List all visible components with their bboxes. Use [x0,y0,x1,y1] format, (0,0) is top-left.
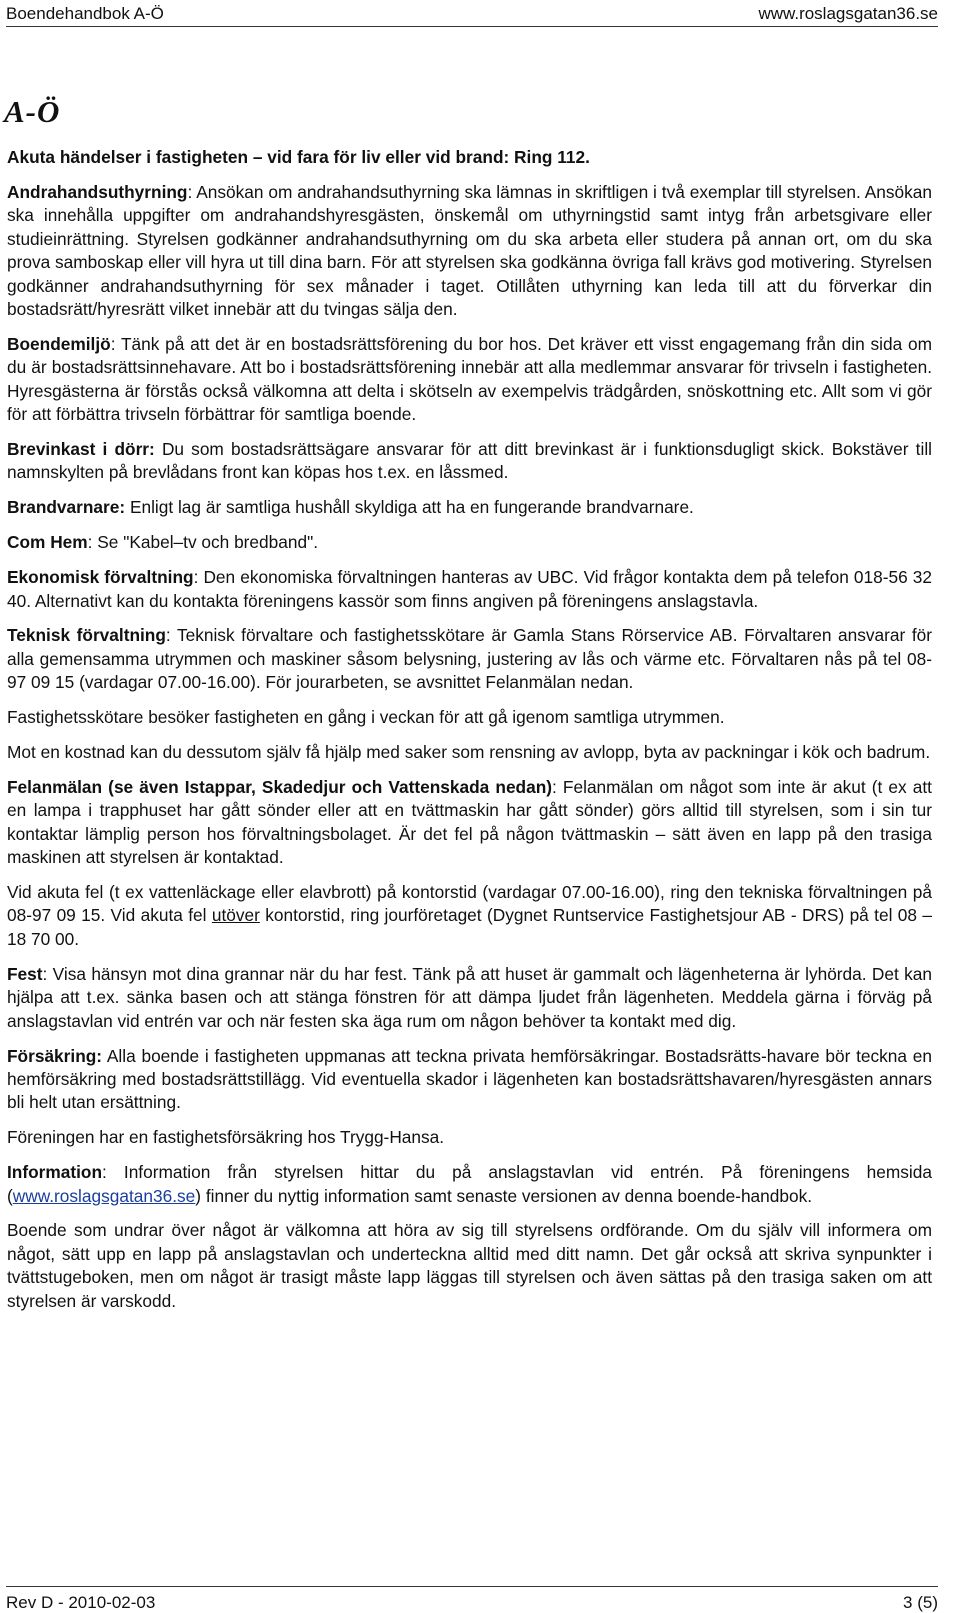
paragraph-kostnad: Mot en kostnad kan du dessutom själv få hjälp med saker som rensning av avlopp, byta av packningar i kök och badrum. [7,742,931,763]
text-brevinkast: Du som bostadsrättsägare ansvarar för att ditt brevinkast är i funktionsdugligt skick. Bokstäver till namnskylten på brevlådans front kan köpas hos t.ex. en låssmed. [7,438,932,483]
page-footer [6,1586,938,1610]
paragraph-teknisk-forvaltning [7,624,932,694]
term-ekonomisk-forvaltning: Ekonomisk förvaltning [7,567,194,588]
paragraph-andrahandsuthyrning [7,181,932,321]
paragraph-comhem [7,531,932,554]
document-body [7,146,932,1325]
akut-heading: Akuta händelser i fastigheten – vid fara för liv eller vid brand: Ring 112. [7,147,590,167]
paragraph-brevinkast [7,438,932,485]
term-andrahandsuthyrning: Andrahandsuthyrning [7,181,188,202]
paragraph-ekonomisk-forvaltning [7,566,932,613]
text-information-a: : Information från styrelsen hittar du på anslagstavlan vid entrén. På föreningens hemsida ( [7,1162,932,1206]
underlined-utover: utöver [211,905,260,926]
footer-revision: Rev D - 2010-02-03 [6,1593,156,1612]
term-brandvarnare: Brandvarnare: [7,497,126,518]
text-felanmalan: : Felanmälan om något som inte är akut (t ex att en lampa i trapphuset har gått sönder eller att en tvättmaskin har gått sönder) görs alltid till styrelsen, som i sin tur kontaktar lämplig person hos förvaltningsbolaget. Är det fel på någon tvättmaskin – sätt även en lapp på den trasiga maskinen att styrelsen är kontaktad. [7,776,932,868]
paragraph-information [7,1161,932,1208]
text-akuta-fel-a: Vid akuta fel (t ex vattenläckage eller elavbrott) på kontorstid (vardagar 07.00-16.00), ring den tekniska förvaltningen på 08-97 09 15. Vid akuta fel [7,882,932,926]
text-comhem: : Se "Kabel–tv och bredband". [87,532,319,553]
text-ekonomisk-forvaltning: : Den ekonomiska förvaltningen hanteras av UBC. Vid frågor kontakta dem på telefon 018-56 32 40. Alternativt kan du kontakta föreningens kassör som finns angiven på föreningens anslagstavla. [7,567,932,611]
text-brandvarnare: Enligt lag är samtliga hushåll skyldiga att ha en fungerande brandvarnare. [125,497,694,518]
footer-page-number: 3 (5) [903,1593,938,1612]
paragraph-akut [7,146,932,169]
term-brevinkast: Brevinkast i dörr: [7,438,155,459]
paragraph-fest [7,963,932,1033]
paragraph-akuta-fel [7,881,932,951]
text-information-b: ) finner du nyttig information samt senaste versionen av denna boende-handbok. [195,1185,813,1206]
header-document-title: Boendehandbok A-Ö [6,4,164,23]
term-boendemiljo: Boendemiljö [7,333,111,354]
text-boendemiljo: : Tänk på att det är en bostadsrättsförening du bor hos. Det kräver ett visst engagemang från din sida om du är bostadsrättsinnehavare. Att bo i bostadsrättsförening innebär att alla medlemmar ansvarar för trivseln i fastigheten. Hyresgästerna är förstås också välkomna att delta i skötseln av exempelvis trädgården, snöskottning etc. Allt som vi gör för att förbättra trivseln förbättrar för samtliga boende. [7,333,932,425]
term-fest: Fest [7,963,43,984]
term-comhem: Com Hem [7,532,88,553]
term-information: Information [7,1162,103,1183]
term-forsakring: Försäkring: [7,1045,103,1066]
term-felanmalan: Felanmälan (se även Istappar, Skadedjur och Vattenskada nedan) [7,776,553,797]
paragraph-forsakring [7,1045,932,1115]
text-forsakring: Alla boende i fastigheten uppmanas att teckna privata hemförsäkringar. Bostadsrätts-havare bör teckna en hemförsäkring med bostadsrättstillägg. Vid eventuella skador i lägenheten kan bostadsrättshavaren/hyresgästen annars bli helt utan ersättning. [7,1045,932,1113]
text-teknisk-forvaltning: : Teknisk förvaltare och fastighetsskötare är Gamla Stans Rörservice AB. Förvaltaren ansvarar för alla gemensamma utrymmen och maskiner såsom belysning, justering av lås och värme etc. Förvaltaren nås på tel 08-97 09 15 (vardagar 07.00-16.00). För jourarbeten, se avsnittet Felanmälan nedan. [7,625,932,693]
paragraph-fastighetsskotare: Fastighetsskötare besöker fastigheten en gång i veckan för att gå igenom samtliga utrymmen. [7,707,725,728]
text-andrahandsuthyrning: : Ansökan om andrahandsuthyrning ska lämnas in skriftligen i två exemplar till styrelsen. Ansökan ska innehålla uppgifter om andrahandshyresgästen, önskemål om uthyrningstid samt intyg från arbetsgivare eller studieinrättning. Styrelsen godkänner andrahandsuthyrning om du ska arbeta eller studera på annan ort, om du ska prova samboskap eller vill hyra ut till dina barn. För att styrelsen ska godkänna övriga fall krävs god motivering. Styrelsen godkänner andrahandsuthyrning för sex månader i taget. Otillåten uthyrning kan leda till att du förverkar din bostadsrätt/hyresrätt vilket innebär att du tvingas sälja den. [7,181,932,319]
page-header [6,4,938,27]
term-teknisk-forvaltning: Teknisk förvaltning [7,625,166,646]
paragraph-brandvarnare [7,496,932,519]
page-title: A-Ö [4,94,61,129]
paragraph-boende-undrar: Boende som undrar över något är välkomna att höra av sig till styrelsens ordförande. Om du själv vill informera om något, sätt upp en lapp på anslagstavlan och underteckna alltid med ditt namn. Det går också att skriva synpunkter i tvättstugeboken, men om något är trasigt måste lapp läggas till styrelsen och även sättas på den trasiga saken om att styrelsen är varskodd. [7,1220,932,1311]
header-website: www.roslagsgatan36.se [758,4,938,23]
website-link[interactable]: www.roslagsgatan36.se [12,1185,196,1206]
text-fest: : Visa hänsyn mot dina grannar när du har fest. Tänk på att huset är gammalt och lägenheterna är lyhörda. Det kan hjälpa att t.ex. sänka basen och att stänga fönstren för att dämpa ljudet från lägenheten. Meddela gärna i förväg på anslagstavlan vid entrén var och när festen ska äga rum om någon behöver ta kontakt med dig. [7,963,932,1031]
paragraph-fastighetsforsakring: Föreningen har en fastighetsförsäkring hos Trygg-Hansa. [7,1127,445,1148]
paragraph-felanmalan [7,776,932,870]
text-akuta-fel-b: kontorstid, ring jourföretaget (Dygnet Runtservice Fastighetsjour AB - DRS) på tel 08 – 18 70 00. [7,905,932,949]
paragraph-boendemiljo [7,333,932,427]
